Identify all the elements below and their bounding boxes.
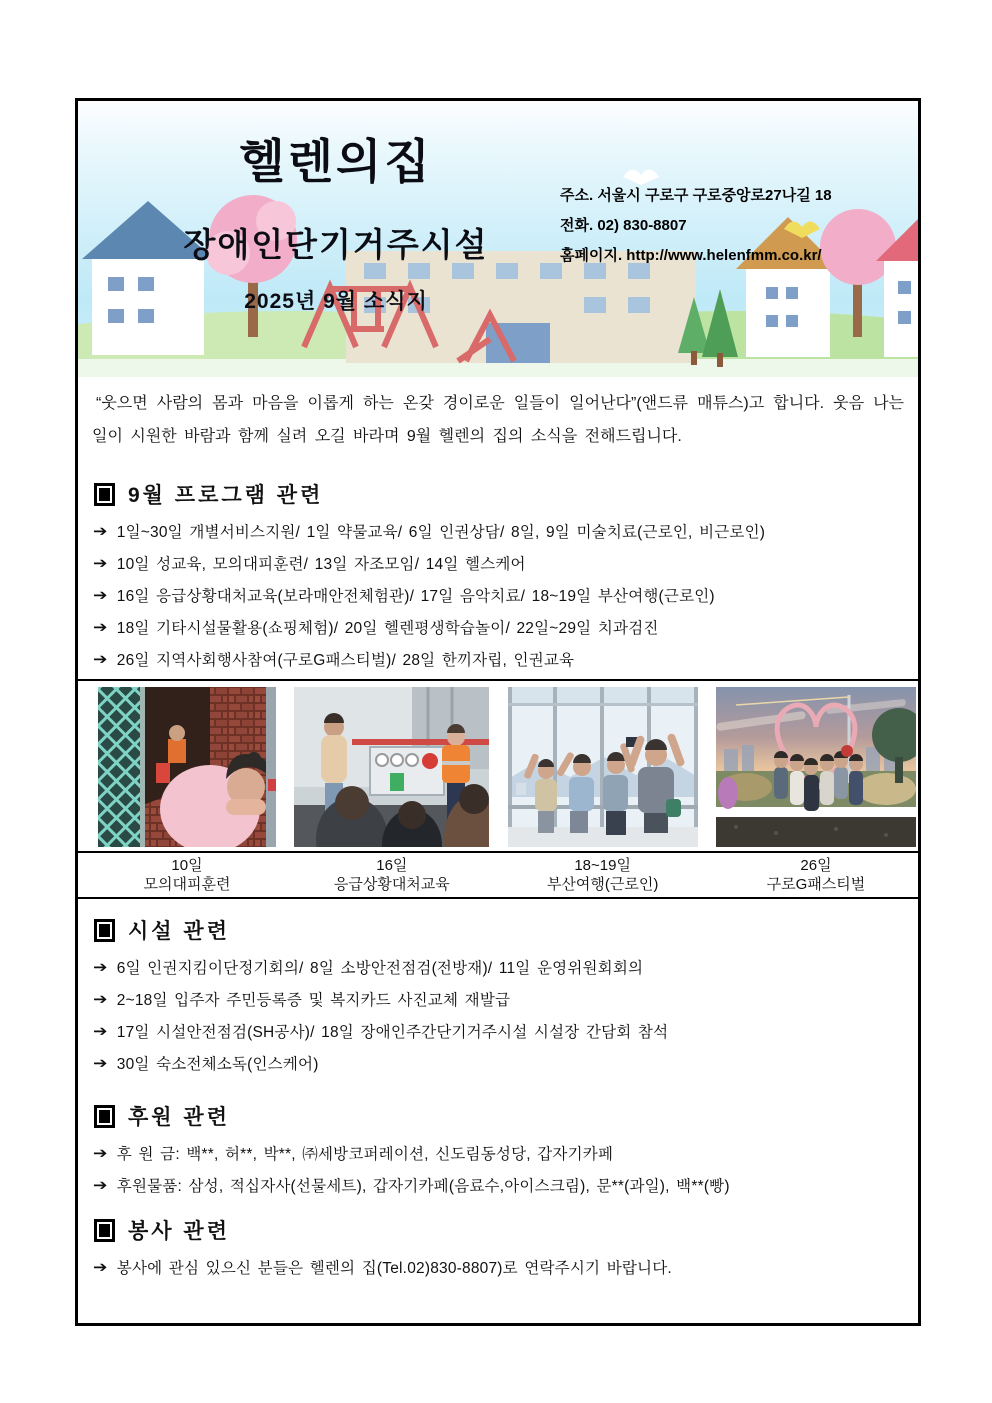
sponsor-item-list	[78, 1133, 918, 1201]
caption-cell	[716, 856, 916, 894]
hero-header	[78, 101, 918, 377]
caption-day: 26일	[800, 857, 832, 874]
section-marker-icon	[94, 1219, 115, 1242]
intro-paragraph: “웃으면 사람의 몸과 마음을 이롭게 하는 온갖 경이로운 일들이 일어난다”(앤드류 매튜스)고 합니다. 웃음 나는 일이 시원한 바람과 함께 실려 오길 바라며 9월 헬렌의 집의 소식을 전해드립니다.	[92, 395, 904, 445]
arrow-bullet-icon: ➔	[93, 555, 108, 572]
arrow-bullet-icon: ➔	[93, 1259, 108, 1276]
facility-item-text: 30일 숙소전체소독(인스케어)	[116, 1056, 319, 1073]
contact-homepage	[560, 241, 832, 271]
photo-evacuation-drill	[98, 687, 276, 847]
list-item	[94, 1251, 902, 1283]
volunteer-item-text: 봉사에 관심 있으신 분들은 헬렌의 집(Tel.02)830-8807)로 연락주시기 바랍니다.	[116, 1260, 672, 1277]
list-item	[94, 1137, 902, 1169]
list-item	[94, 611, 902, 643]
section-volunteer-header	[78, 1213, 918, 1247]
list-item	[94, 951, 902, 983]
arrow-bullet-icon: ➔	[93, 587, 108, 604]
facility-item-list	[78, 947, 918, 1079]
facility-item-text: 17일 시설안전점검(SH공사)/ 18일 장애인주간단기거주시설 시설장 간담회 참석	[116, 1024, 669, 1041]
caption-cell	[294, 856, 489, 894]
photo-caption-table	[78, 851, 918, 899]
arrow-bullet-icon: ➔	[93, 1177, 108, 1194]
facility-item-text: 2~18일 입주자 주민등록증 및 복지카드 사진교체 재발급	[116, 992, 511, 1009]
newsletter-issue: 2025년 9월 소식지	[244, 290, 428, 313]
caption-row	[78, 853, 918, 897]
list-item	[94, 1015, 902, 1047]
list-item	[94, 579, 902, 611]
photo-emergency-training	[294, 687, 489, 847]
photo-guro-festival	[716, 687, 916, 847]
program-item-text: 16일 응급상황대처교육(보라매안전체험관)/ 17일 음악치료/ 18~19일 부산여행(근로인)	[116, 588, 715, 605]
photo-strip	[78, 681, 918, 847]
arrow-bullet-icon: ➔	[93, 1023, 108, 1040]
program-item-text: 1일~30일 개별서비스지원/ 1일 약물교육/ 6일 인권상담/ 8일, 9일 미술치료(근로인, 비근로인)	[116, 524, 766, 541]
section-program-title: 9월 프로그램 관련	[128, 484, 324, 507]
list-item	[94, 515, 902, 547]
homepage-label: 홈페이지.	[560, 247, 627, 264]
caption-day: 18~19일	[574, 857, 631, 874]
caption-day: 10일	[171, 857, 203, 874]
list-item	[94, 983, 902, 1015]
section-facility-title: 시설 관련	[128, 920, 230, 943]
section-sponsor-title: 후원 관련	[128, 1106, 230, 1129]
list-item	[94, 547, 902, 579]
section-program-header	[78, 477, 918, 511]
arrow-bullet-icon: ➔	[93, 1055, 108, 1072]
section-marker-icon	[94, 483, 115, 506]
sponsor-item-text: 후원물품: 삼성, 적십자사(선물세트), 갑자기카페(음료수,아이스크림), 문**(과일), 백**(빵)	[116, 1178, 730, 1195]
program-item-text: 26일 지역사회행사참여(구로G패스티벌)/ 28일 한끼자립, 인권교육	[116, 652, 575, 669]
caption-day: 16일	[376, 857, 408, 874]
caption-label: 부산여행(근로인)	[546, 876, 659, 893]
arrow-bullet-icon: ➔	[93, 619, 108, 636]
caption-label: 구로G패스티벌	[766, 876, 866, 893]
arrow-bullet-icon: ➔	[93, 1145, 108, 1162]
arrow-bullet-icon: ➔	[93, 523, 108, 540]
homepage-link[interactable]: http://www.helenfmm.co.kr/	[626, 247, 822, 264]
list-item	[94, 643, 902, 675]
facility-item-text: 6일 인권지킴이단정기회의/ 8일 소방안전점검(전방재)/ 11일 운영위원회회의	[116, 960, 644, 977]
arrow-bullet-icon: ➔	[93, 651, 108, 668]
list-item	[94, 1169, 902, 1201]
arrow-bullet-icon: ➔	[93, 959, 108, 976]
section-volunteer-title: 봉사 관련	[128, 1220, 230, 1243]
page-frame	[75, 98, 921, 1326]
contact-address: 주소. 서울시 구로구 구로중앙로27나길 18	[560, 187, 832, 204]
section-sponsor-header	[78, 1099, 918, 1133]
newsletter-title: 헬렌의집	[239, 135, 433, 188]
program-item-text: 18일 기타시설물활용(쇼핑체험)/ 20일 헬렌평생학습놀이/ 22일~29일 치과검진	[116, 620, 659, 637]
volunteer-item-list	[78, 1247, 918, 1283]
sponsor-item-text: 후 원 금: 백**, 허**, 박**, ㈜세방코퍼레이션, 신도림동성당, 갑자기카페	[116, 1146, 614, 1163]
list-item	[94, 1047, 902, 1079]
section-facility-header	[78, 913, 918, 947]
section-marker-icon	[94, 919, 115, 942]
program-item-list	[78, 511, 918, 675]
caption-cell	[98, 856, 276, 894]
caption-cell	[508, 856, 698, 894]
contact-phone: 전화. 02) 830-8807	[560, 217, 687, 234]
caption-label: 응급상황대처교육	[333, 876, 450, 893]
photo-busan-trip	[508, 687, 698, 847]
program-item-text: 10일 성교육, 모의대피훈련/ 13일 자조모임/ 14일 헬스케어	[116, 556, 526, 573]
arrow-bullet-icon: ➔	[93, 991, 108, 1008]
newsletter-subtitle: 장애인단기거주시설	[183, 226, 489, 263]
section-marker-icon	[94, 1105, 115, 1128]
contact-info	[560, 181, 832, 271]
caption-label: 모의대피훈련	[143, 876, 231, 893]
